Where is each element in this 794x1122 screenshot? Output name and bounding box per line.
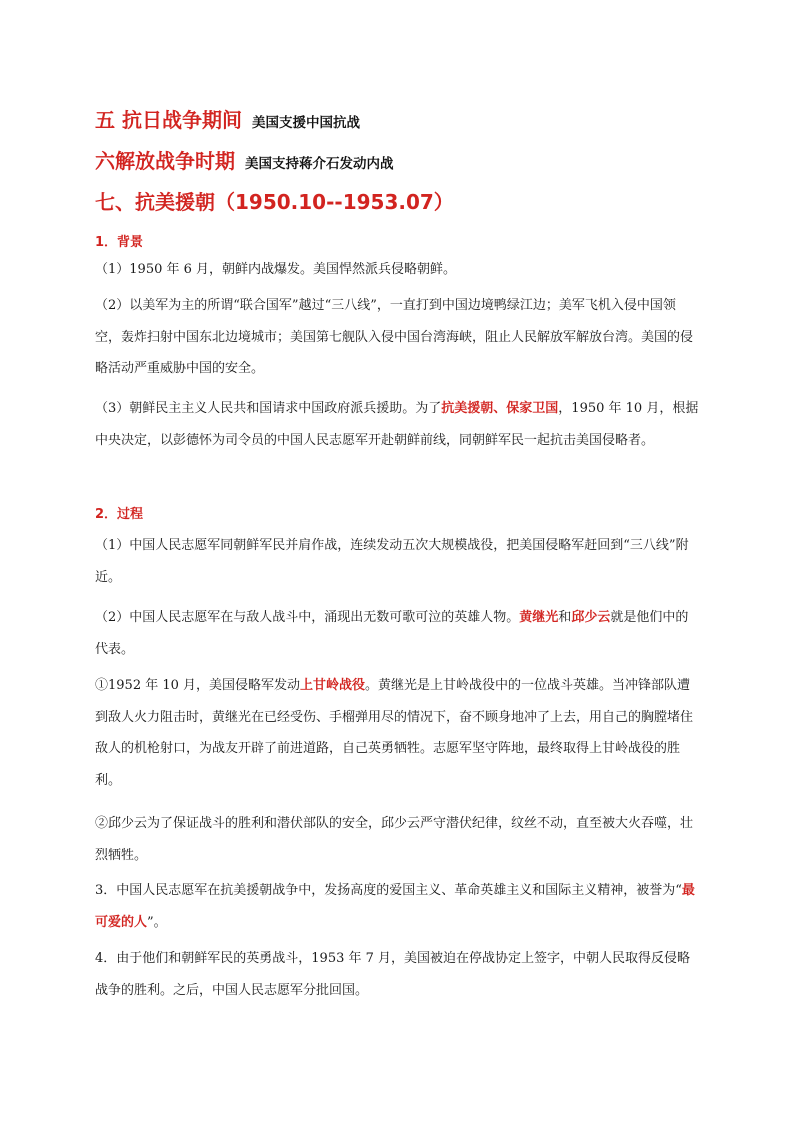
paragraph-8-text-a: 3．中国人民志愿军在抗美援朝战争中，发扬高度的爱国主义、革命英雄主义和国际主义精神，被誉为“ — [95, 883, 682, 898]
section-2-title: 2．过程 — [95, 507, 144, 522]
paragraph-3-text-c: ，1950 年 10 月，根据中央决定，以彭德怀为司令员的中国人民志愿军开赴朝鲜前线，同朝鲜军民一起抗击美国侵略者。 — [95, 401, 699, 448]
paragraph-5-text-a: （2）中国人民志愿军在与敌人战斗中，涌现出无数可歌可泣的英雄人物。 — [95, 610, 520, 625]
heading-7 — [95, 186, 454, 215]
paragraph-6-text-a: ①1952 年 10 月，美国侵略军发动 — [95, 678, 301, 693]
highlight-qiu-shaoyun: 邱少云 — [571, 610, 611, 625]
highlight-slogan: 抗美援朝、保家卫国 — [441, 401, 559, 416]
heading-7-main: 七、抗美援朝（1950.10--1953.07） — [95, 190, 454, 214]
highlight-most-lovable: 最可爱的人 — [95, 883, 695, 930]
heading-6 — [95, 145, 394, 174]
heading-6-sub: 美国支持蒋介石发动内战 — [245, 156, 394, 172]
highlight-shangganling: 上甘岭战役 — [300, 678, 366, 693]
paragraph-5-text-c: 和 — [558, 610, 572, 625]
heading-6-main: 六解放战争时期 — [95, 149, 235, 173]
paragraph-1: （1）1950 年 6 月，朝鲜内战爆发。美国悍然派兵侵略朝鲜。 — [95, 262, 457, 277]
paragraph-3 — [95, 393, 701, 456]
paragraph-3-text-a: （3）朝鲜民主主义人民共和国请求中国政府派兵援助。为了 — [95, 401, 442, 416]
paragraph-6 — [95, 670, 701, 796]
section-1-title: 1．背景 — [95, 235, 144, 250]
paragraph-6-text-c: 。黄继光是上甘岭战役中的一位战斗英雄。当冲锋部队遭到敌人火力阻击时，黄继光在已经受伤、手榴弹用尽的情况下，奋不顾身地冲了上去，用自己的胸膛堵住敌人的机枪射口，为战友开辟了前进道路，自己英勇牺牲。志愿军坚守阵地，最终取得上甘岭战役的胜利。 — [95, 678, 694, 788]
heading-5-sub: 美国支援中国抗战 — [251, 115, 360, 131]
heading-5 — [95, 104, 360, 133]
paragraph-5 — [95, 602, 701, 665]
paragraph-8 — [95, 875, 701, 938]
paragraph-2: （2）以美军为主的所谓“联合国军”越过“三八线”，一直打到中国边境鸭绿江边；美军飞机入侵中国领空，轰炸扫射中国东北边境城市；美国第七舰队入侵中国台湾海峡，阻止人民解放军解放台湾。美国的侵略活动严重威胁中国的安全。 — [95, 298, 694, 376]
paragraph-9: 4．由于他们和朝鲜军民的英勇战斗，1953 年 7 月，美国被迫在停战协定上签字，中朝人民取得反侵略战争的胜利。之后，中国人民志愿军分批回国。 — [95, 951, 691, 998]
paragraph-4: （1）中国人民志愿军同朝鲜军民并肩作战，连续发动五次大规模战役，把美国侵略军赶回到“三八线”附近。 — [95, 538, 689, 585]
paragraph-8-text-c: ”。 — [147, 914, 167, 930]
heading-5-main: 五 抗日战争期间 — [95, 108, 242, 132]
paragraph-5-text-e: 就是他们中的代表。 — [95, 610, 689, 657]
paragraph-7: ②邱少云为了保证战斗的胜利和潜伏部队的安全，邱少云严守潜伏纪律，纹丝不动，直至被大火吞噬，壮烈牺牲。 — [95, 816, 694, 863]
highlight-huang-jiguang: 黄继光 — [519, 610, 559, 625]
